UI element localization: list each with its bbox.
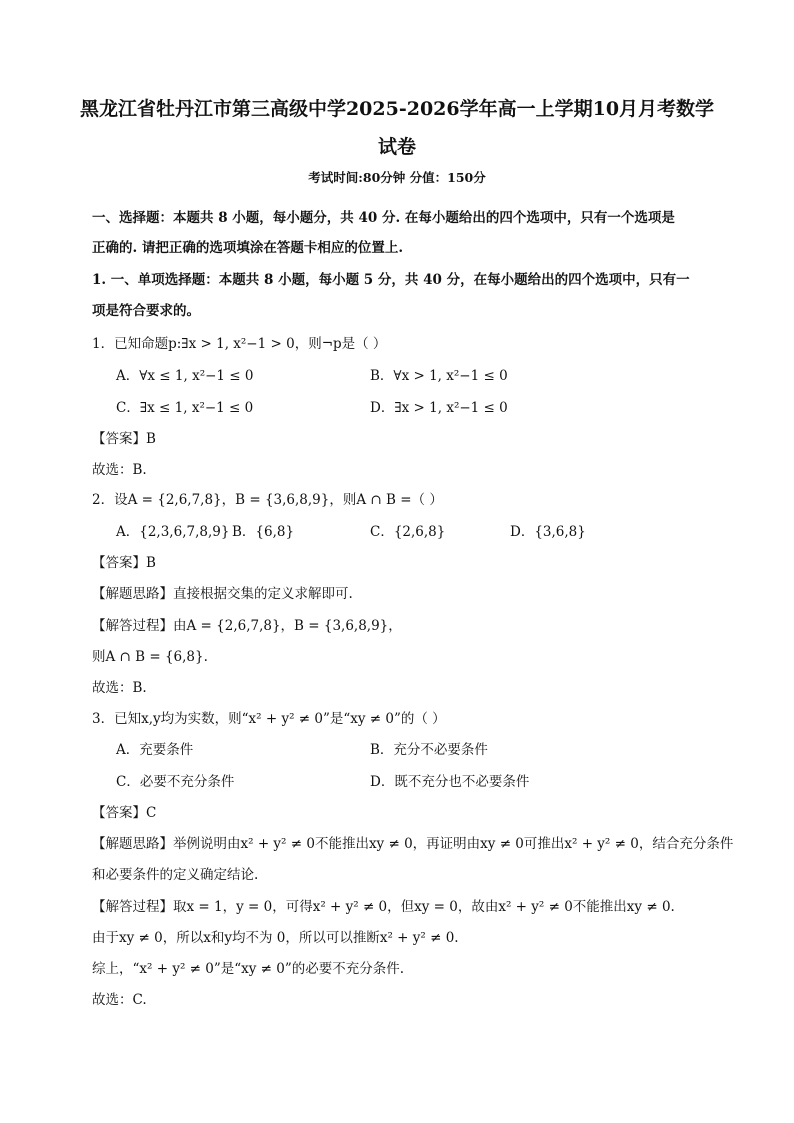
- q2-answer: 【答案】B: [92, 555, 156, 571]
- q3-option-a: A．充要条件: [116, 742, 194, 758]
- q2-process-line-2: 则A ∩ B = {6,8}.: [92, 649, 208, 665]
- q3-idea-line-1: 【解题思路】举例说明由x² + y² ≠ 0不能推出xy ≠ 0，再证明由xy ≠ 0可推出x² + y² ≠ 0，结合充分条件: [92, 836, 734, 852]
- q2-option-c: C．{2,6,8}: [370, 524, 446, 540]
- q3-option-b: B．充分不必要条件: [370, 742, 488, 758]
- q2-idea: 【解题思路】直接根据交集的定义求解即可.: [92, 586, 353, 602]
- section-intro-line-1: 一、选择题：本题共 8 小题，每小题分，共 40 分. 在每小题给出的四个选项中，只有一个选项是: [92, 210, 675, 226]
- q3-idea-line-2: 和必要条件的定义确定结论.: [92, 867, 259, 883]
- document-title: [60, 90, 734, 166]
- q1-answer: 【答案】B: [92, 431, 156, 447]
- exam-info: 考试时间:80分钟 分值：150分: [308, 170, 486, 185]
- q2-choose: 故选：B.: [92, 680, 147, 696]
- q2-option-b: B．{6,8}: [232, 524, 295, 540]
- section-sub-line-1: 1. 一、单项选择题：本题共 8 小题，每小题 5 分，共 40 分，在每小题给出的四个选项中，只有一: [92, 272, 690, 288]
- title-line-2: 试卷: [377, 136, 416, 158]
- q3-process-line-1: 【解答过程】取x = 1，y = 0，可得x² + y² ≠ 0，但xy = 0，故由x² + y² ≠ 0不能推出xy ≠ 0.: [92, 899, 675, 915]
- section-intro-line-2: 正确的. 请把正确的选项填涂在答题卡相应的位置上.: [92, 240, 404, 256]
- title-line-1: 黑龙江省牡丹江市第三高级中学2025-2026学年高一上学期10月月考数学: [79, 98, 715, 120]
- q3-option-d: D．既不充分也不必要条件: [370, 774, 530, 790]
- q1-option-a: A．∀x ≤ 1, x²−1 ≤ 0: [116, 368, 254, 384]
- q3-answer: 【答案】C: [92, 805, 157, 821]
- q1-option-d: D．∃x > 1, x²−1 ≤ 0: [370, 400, 508, 416]
- q1-stem: 1．已知命题p:∃x > 1, x²−1 > 0，则¬p是（ ）: [92, 336, 387, 352]
- q1-option-c: C．∃x ≤ 1, x²−1 ≤ 0: [116, 400, 254, 416]
- q1-option-b: B．∀x > 1, x²−1 ≤ 0: [370, 368, 508, 384]
- q2-option-d: D．{3,6,8}: [510, 524, 586, 540]
- section-sub-line-2: 项是符合要求的。: [92, 303, 200, 319]
- q3-process-line-3: 综上，“x² + y² ≠ 0”是“xy ≠ 0”的必要不充分条件.: [92, 961, 405, 977]
- q2-process-line-1: 【解答过程】由A = {2,6,7,8}，B = {3,6,8,9}，: [92, 618, 402, 634]
- q2-option-a: A．{2,3,6,7,8,9}: [116, 524, 230, 540]
- q3-process-line-2: 由于xy ≠ 0，所以x和y均不为 0，所以可以推断x² + y² ≠ 0.: [92, 930, 459, 946]
- q3-stem: 3．已知x,y均为实数，则“x² + y² ≠ 0”是“xy ≠ 0”的（ ）: [92, 711, 446, 727]
- q1-choose: 故选：B.: [92, 462, 147, 478]
- q3-option-c: C．必要不充分条件: [116, 774, 235, 790]
- q3-choose: 故选：C.: [92, 992, 147, 1008]
- q2-stem: 2．设A = {2,6,7,8}，B = {3,6,8,9}，则A ∩ B =（ ）: [92, 492, 443, 508]
